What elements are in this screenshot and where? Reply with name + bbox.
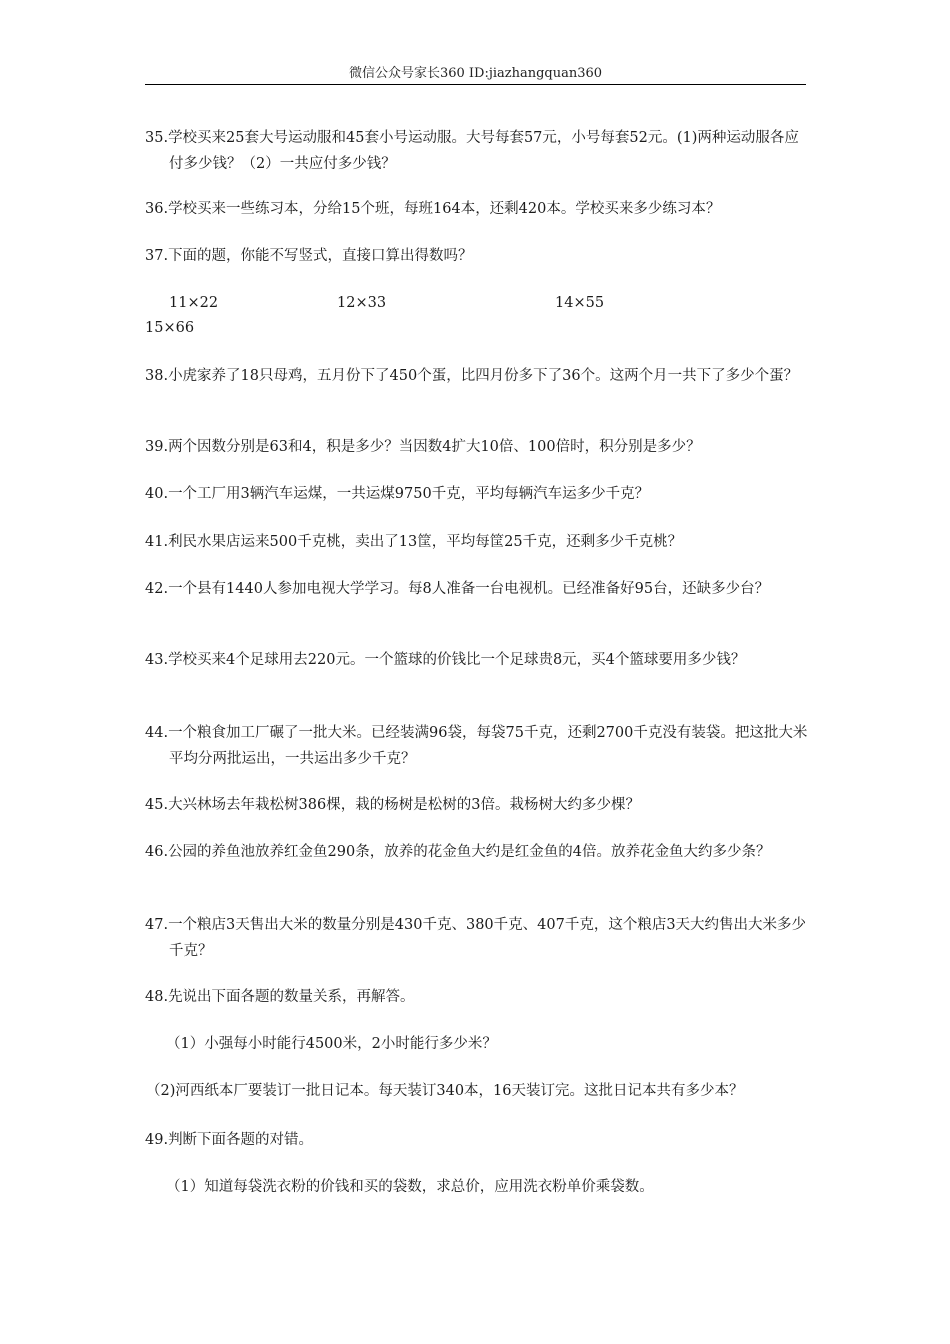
question-37 <box>145 243 810 269</box>
question-35 <box>145 125 810 177</box>
question-text: 一个粮店3天售出大米的数量分别是430千克、380千克、407千克，这个粮店3天大约售出大米多少千克？ <box>168 917 807 959</box>
question-text: 一个粮食加工厂碾了一批大米。已经装满96袋，每袋75千克，还剩2700千克没有装袋。把这批大米平均分两批运出，一共运出多少千克？ <box>168 725 808 767</box>
question-48-sub-2: （2)河西纸本厂要装订一批日记本。每天装订340本，16天装订完。这批日记本共有多少本？ <box>146 1083 744 1099</box>
question-number: 47. <box>145 917 169 933</box>
question-46 <box>145 839 810 865</box>
question-text: 一个县有1440人参加电视大学学习。每8人准备一台电视机。已经准备好95台，还缺多少台？ <box>168 581 770 597</box>
question-number: 35. <box>145 130 169 146</box>
question-text: 判断下面各题的对错。 <box>168 1132 314 1148</box>
question-number: 39. <box>145 439 169 455</box>
question-text: 学校买来一些练习本，分给15个班，每班164本，还剩420本。学校买来多少练习本？ <box>168 201 721 217</box>
page-header: 微信公众号家长360 ID:jiazhangquan360 <box>348 66 603 81</box>
question-number: 49. <box>145 1132 169 1148</box>
question-47 <box>145 912 810 964</box>
question-42 <box>145 576 810 602</box>
question-number: 40. <box>145 486 169 502</box>
question-number: 41. <box>145 534 169 550</box>
question-text: 一个工厂用3辆汽车运煤，一共运煤9750千克，平均每辆汽车运多少千克？ <box>168 486 650 502</box>
question-41 <box>145 529 810 555</box>
question-number: 46. <box>145 844 169 860</box>
question-number: 42. <box>145 581 169 597</box>
question-text: 学校买来4个足球用去220元。一个篮球的价钱比一个足球贵8元，买4个篮球要用多少钱？ <box>168 652 746 668</box>
question-49-sub-1: （1）知道每袋洗衣粉的价钱和买的袋数，求总价，应用洗衣粉单价乘袋数。 <box>166 1179 654 1195</box>
question-number: 38. <box>145 368 169 384</box>
question-48 <box>145 984 810 1010</box>
question-text: 公园的养鱼池放养红金鱼290条，放养的花金鱼大约是红金鱼的4倍。放养花金鱼大约多少条？ <box>168 844 771 860</box>
question-text: 利民水果店运来500千克桃，卖出了13筐，平均每筐25千克，还剩多少千克桃？ <box>168 534 683 550</box>
question-43 <box>145 647 810 673</box>
question-38 <box>145 363 810 389</box>
question-36 <box>145 196 810 222</box>
question-39 <box>145 434 810 460</box>
question-text: 下面的题，你能不写竖式，直接口算出得数吗？ <box>168 248 473 264</box>
header-rule <box>145 84 806 85</box>
question-48-sub-1: （1）小强每小时能行4500米，2小时能行多少米？ <box>166 1036 497 1052</box>
question-text: 小虎家养了18只母鸡，五月份下了450个蛋，比四月份多下了36个。这两个月一共下了多少个蛋？ <box>168 368 799 384</box>
question-49 <box>145 1127 810 1153</box>
calc-item-4: 15×66 <box>145 320 195 336</box>
question-text: 大兴林场去年栽松树386棵，栽的杨树是松树的3倍。栽杨树大约多少棵？ <box>168 797 640 813</box>
question-number: 43. <box>145 652 169 668</box>
question-40 <box>145 481 810 507</box>
calc-item-3: 14×55 <box>555 295 605 311</box>
question-text: 两个因数分别是63和4，积是多少？当因数4扩大10倍、100倍时，积分别是多少？ <box>168 439 701 455</box>
question-text: 先说出下面各题的数量关系，再解答。 <box>168 989 415 1005</box>
question-number: 45. <box>145 797 169 813</box>
calc-item-1: 11×22 <box>169 295 219 311</box>
question-number: 36. <box>145 201 169 217</box>
question-number: 44. <box>145 725 169 741</box>
question-number: 37. <box>145 248 169 264</box>
question-number: 48. <box>145 989 169 1005</box>
calc-item-2: 12×33 <box>337 295 387 311</box>
question-text: 学校买来25套大号运动服和45套小号运动服。大号每套57元，小号每套52元。(1)两种运动服各应付多少钱？（2）一共应付多少钱？ <box>168 130 799 172</box>
question-45 <box>145 792 810 818</box>
question-44 <box>145 720 810 772</box>
